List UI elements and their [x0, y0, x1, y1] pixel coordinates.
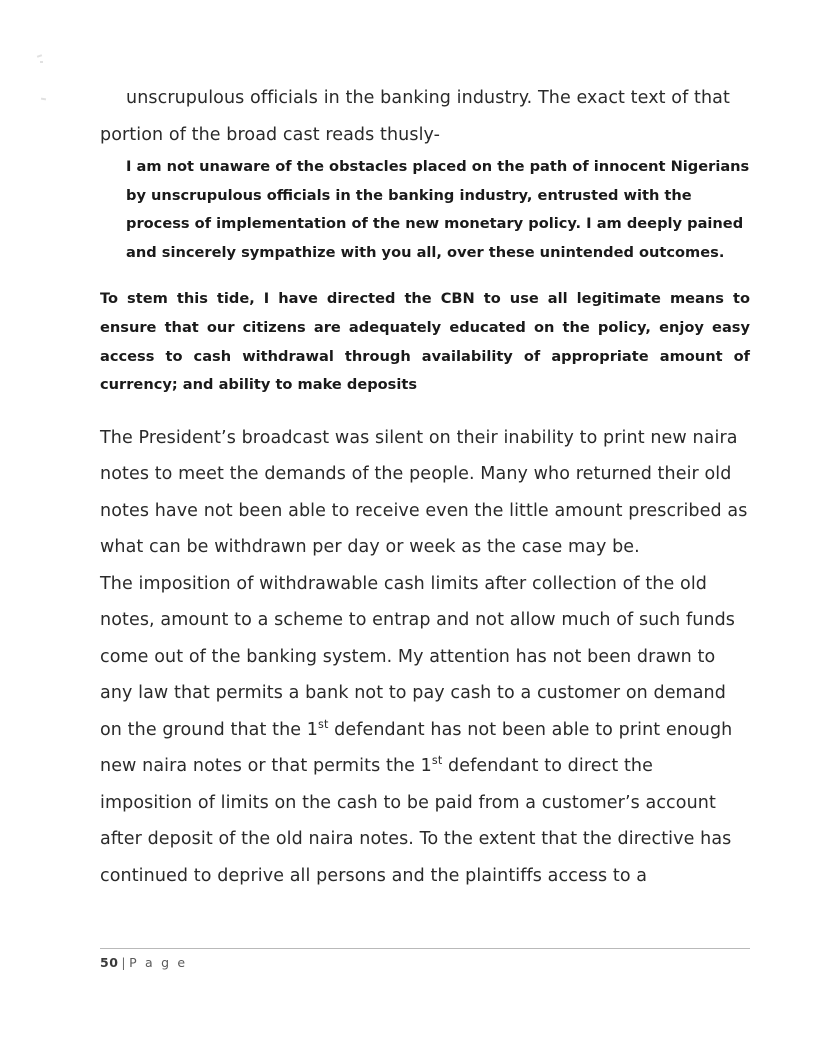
broadcast-quote: I am not unaware of the obstacles placed on the path of innocent Nigerians by unscrupulous officials in the banking industry, entrusted with the process of implementation of the new monetary policy. I am deeply pained and sincerely sympathize with you all, over these unintended outcomes. [126, 158, 750, 261]
paragraph-imposition [100, 566, 750, 895]
scan-artifact-speck [37, 54, 42, 58]
ordinal-suffix-second: st [431, 754, 443, 768]
footer-separator: | [121, 955, 127, 970]
paragraph-directive: To stem this tide, I have directed the CBN to use all legitimate means to ensure that our citizens are adequately educated on the policy, enjoy easy access to cash withdrawal through availability of appropriate amount of currency; and ability to make deposits [100, 290, 750, 394]
page-footer [100, 948, 750, 970]
scan-artifact-speck [41, 98, 46, 101]
footer-page-number: 50 [100, 955, 119, 970]
paragraph-gap [100, 400, 750, 420]
footer-content [100, 955, 750, 970]
page-body [100, 80, 750, 894]
footer-page-label: P a g e [129, 955, 188, 970]
scan-artifact-speck [40, 61, 43, 63]
paragraph-imposition-text-2: defendant has not been able to print enough new naira notes or that permits the 1 [100, 719, 733, 777]
paragraph-imposition-text-3: defendant to direct the imposition of limits on the cash to be paid from a customer’s account after deposit of the old naira notes. To the extent that the directive has continued to deprive all persons and the plaintiffs access to a [100, 756, 732, 886]
paragraph-intro: unscrupulous officials in the banking industry. The exact text of that portion of the broad cast reads thusly- [100, 88, 730, 145]
ordinal-suffix-first: st [318, 717, 329, 731]
paragraph-imposition-text-1: The imposition of withdrawable cash limits after collection of the old notes, amount to a scheme to entrap and not allow much of such funds come out of the banking system. My attention has not been drawn to any law that permits a bank not to pay cash to a customer on demand on the ground that the 1 [100, 573, 736, 740]
paragraph-president-broadcast: The President’s broadcast was silent on their inability to print new naira notes to meet the demands of the people. Many who returned their old notes have not been able to receive even the little amount prescribed as what can be withdrawn per day or week as the case may be. [100, 427, 748, 558]
